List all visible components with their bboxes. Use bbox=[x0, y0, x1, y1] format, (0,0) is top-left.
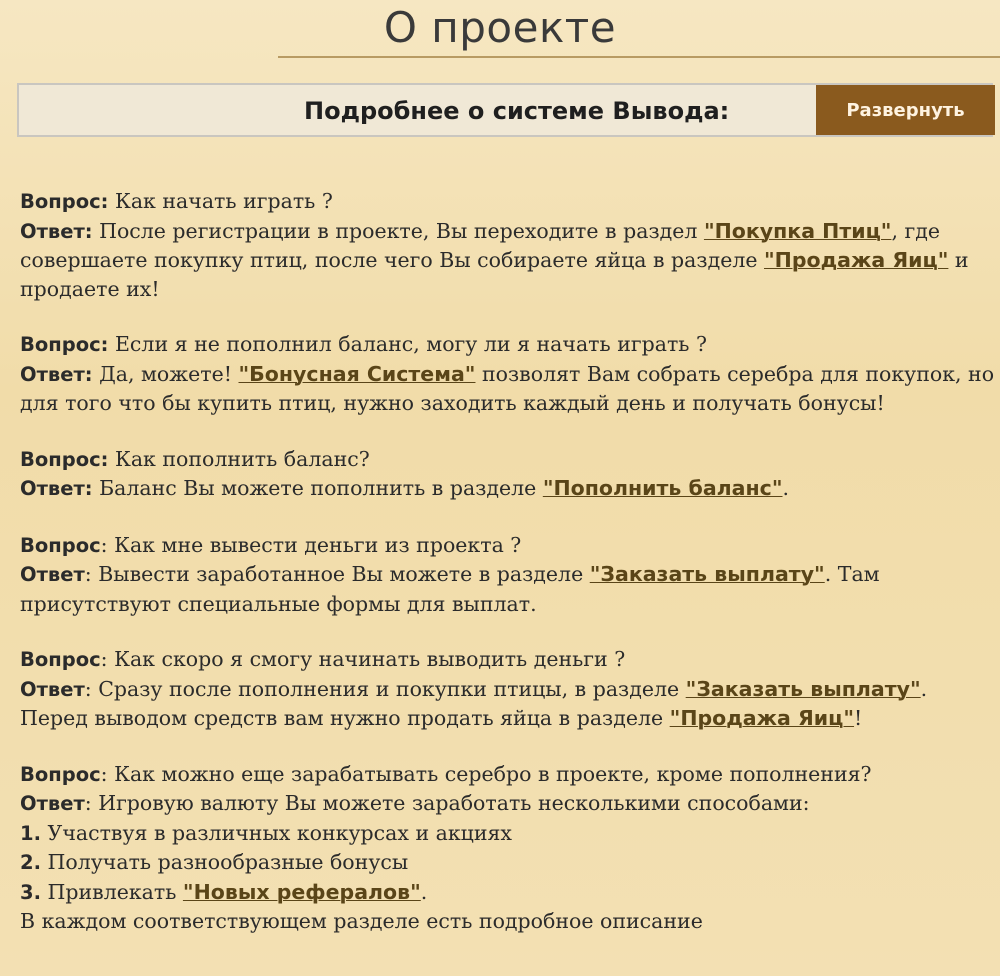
question-label: Вопрос: bbox=[20, 333, 109, 356]
faq-outro: В каждом соответствующем разделе есть подробное описание bbox=[20, 909, 703, 933]
question-text: Как пополнить баланс? bbox=[108, 446, 370, 471]
faq-question: Вопрос: Как мне вывести деньги из проекта ? bbox=[20, 532, 522, 557]
expand-button[interactable]: Развернуть bbox=[816, 85, 995, 135]
faq-item bbox=[20, 760, 995, 936]
link-bonus-system[interactable]: "Бонусная Система" bbox=[238, 361, 476, 386]
faq-answer: Ответ: После регистрации в проекте, Вы переходите в раздел "Покупка Птиц", где совершаете покупку птиц, после чего Вы собираете яйца в разделе "Продажа Яиц" и продаете их! bbox=[20, 218, 969, 301]
link-sell-eggs[interactable]: "Продажа Яиц" bbox=[764, 248, 949, 272]
question-label: Вопрос: bbox=[20, 190, 109, 213]
faq-answer: Ответ: Вывести заработанное Вы можете в разделе "Заказать выплату". Там присутствуют специальные формы для выплат. bbox=[20, 562, 880, 616]
link-top-up-balance[interactable]: "Пополнить баланс" bbox=[542, 476, 783, 500]
faq-answer: Ответ: Да, можете! "Бонусная Система" позволят Вам собрать серебра для покупок, но для того что бы купить птиц, нужно заходить каждый день и получать бонусы! bbox=[20, 361, 995, 415]
faq-item bbox=[20, 187, 995, 303]
answer-label: Ответ bbox=[20, 677, 85, 701]
answer-label: Ответ bbox=[20, 792, 85, 815]
question-text: Как мне вывести деньги из проекта ? bbox=[107, 532, 522, 557]
faq-question: Вопрос: Как можно еще зарабатывать серебро в проекте, кроме пополнения? bbox=[20, 761, 872, 786]
faq-answer: Ответ: Баланс Вы можете пополнить в разделе "Пополнить баланс". bbox=[20, 476, 790, 500]
earn-method-item: 2. Получать разнообразные бонусы bbox=[20, 850, 409, 874]
question-label: Вопрос bbox=[20, 648, 101, 671]
question-text: Если я не пополнил баланс, могу ли я начать играть ? bbox=[108, 332, 707, 356]
faq-question bbox=[20, 330, 995, 360]
question-text: Как можно еще зарабатывать серебро в проекте, кроме пополнения? bbox=[107, 761, 872, 786]
question-label: Вопрос: bbox=[20, 447, 109, 471]
faq-answer: Ответ: Сразу после пополнения и покупки птицы, в разделе "Заказать выплату". Перед выводом средств вам нужно продать яйца в разделе "Продажа Яиц"! bbox=[20, 676, 928, 730]
answer-label: Ответ: bbox=[20, 362, 93, 386]
earn-method-item: 3. Привлекать "Новых рефералов". bbox=[20, 879, 428, 904]
page-title: О проекте bbox=[383, 3, 617, 52]
faq-item bbox=[20, 645, 995, 733]
answer-label: Ответ bbox=[20, 563, 85, 586]
answer-label: Ответ: bbox=[20, 219, 93, 243]
link-buy-birds[interactable]: "Покупка Птиц" bbox=[703, 218, 892, 243]
link-order-payout[interactable]: "Заказать выплату" bbox=[589, 562, 825, 586]
question-label: Вопрос bbox=[20, 762, 101, 786]
faq-question bbox=[20, 445, 995, 475]
question-text: Как начать играть ? bbox=[108, 189, 333, 213]
faq-question: Вопрос: Как скоро я смогу начинать выводить деньги ? bbox=[20, 647, 626, 671]
faq-item bbox=[20, 330, 995, 418]
earn-method-item: 1. Участвуя в различных конкурсах и акциях bbox=[20, 820, 512, 845]
faq-question bbox=[20, 187, 995, 217]
faq-answer: Ответ: Игровую валюту Вы можете заработать несколькими способами: bbox=[20, 791, 810, 815]
question-label: Вопрос bbox=[20, 533, 101, 557]
title-divider bbox=[278, 56, 1000, 58]
link-sell-eggs[interactable]: "Продажа Яиц" bbox=[669, 706, 855, 730]
withdrawal-info-bar bbox=[17, 83, 993, 137]
question-text: Как скоро я смогу начинать выводить деньги ? bbox=[107, 647, 626, 671]
faq-list bbox=[20, 187, 995, 936]
faq-item bbox=[20, 445, 995, 504]
faq-item bbox=[20, 531, 995, 619]
withdrawal-info-title: Подробнее о системе Вывода: bbox=[304, 97, 730, 125]
link-order-payout[interactable]: "Заказать выплату" bbox=[685, 676, 921, 701]
link-new-referrals[interactable]: "Новых рефералов" bbox=[182, 879, 421, 904]
answer-label: Ответ: bbox=[20, 477, 93, 500]
